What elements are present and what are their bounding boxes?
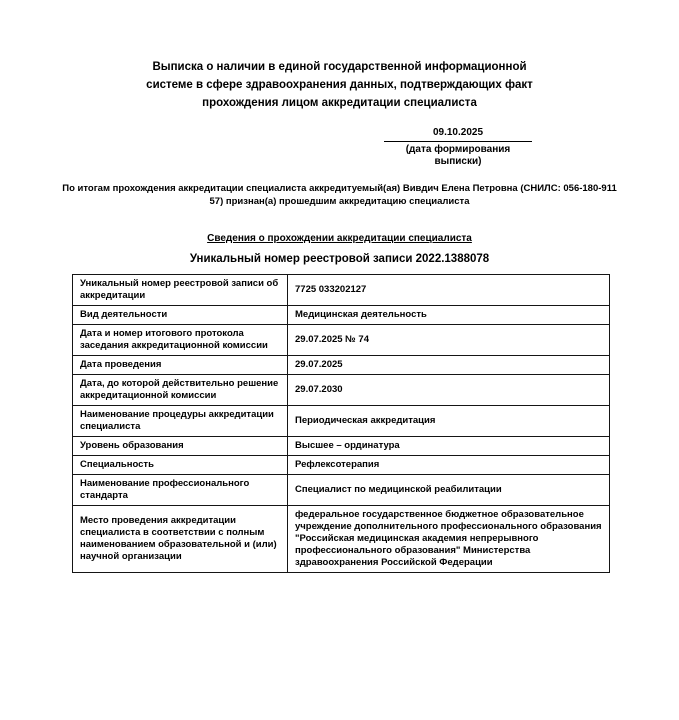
- formation-date-block: [384, 127, 532, 168]
- table-row: [73, 437, 610, 456]
- row-label: Дата проведения: [73, 356, 288, 375]
- table-row: [73, 306, 610, 325]
- document-title-line: системе в сфере здравоохранения данных, подтверждающих факт: [146, 79, 533, 91]
- row-label: Вид деятельности: [73, 306, 288, 325]
- row-value: Периодическая аккредитация: [288, 406, 610, 437]
- formation-date-caption: (дата формирования выписки): [384, 141, 532, 168]
- row-label: Дата, до которой действительно решение аккредитационной комиссии: [73, 375, 288, 406]
- row-value: 29.07.2030: [288, 375, 610, 406]
- table-row: [73, 275, 610, 306]
- document-title-line: Выписка о наличии в единой государственной информационной: [152, 61, 527, 73]
- row-value: Медицинская деятельность: [288, 306, 610, 325]
- row-value: Высшее – ординатура: [288, 437, 610, 456]
- table-row: [73, 375, 610, 406]
- document-title-line: прохождения лицом аккредитации специалиста: [202, 97, 477, 109]
- row-label: Специальность: [73, 456, 288, 475]
- row-value: 29.07.2025: [288, 356, 610, 375]
- row-label: Дата и номер итогового протокола заседания аккредитационной комиссии: [73, 325, 288, 356]
- accreditation-details-table: [72, 274, 610, 573]
- row-value: Специалист по медицинской реабилитации: [288, 475, 610, 506]
- row-label: Наименование процедуры аккредитации специалиста: [73, 406, 288, 437]
- row-label: Наименование профессионального стандарта: [73, 475, 288, 506]
- row-value: Рефлексотерапия: [288, 456, 610, 475]
- table-row: [73, 406, 610, 437]
- table-row: [73, 475, 610, 506]
- table-row: [73, 506, 610, 573]
- intro-paragraph: [0, 183, 679, 208]
- formation-date: 09.10.2025: [432, 127, 484, 138]
- row-label: Место проведения аккредитации специалиста в соответствии с полным наименованием образовательной и (или) научной организации: [73, 506, 288, 573]
- row-value: федеральное государственное бюджетное образовательное учреждение дополнительного профессионального образования "Российская медицинская академия непрерывного профессионального образования" Министерства здравоохранения Российской Федерации: [288, 506, 610, 573]
- table-row: [73, 356, 610, 375]
- document-title: [0, 0, 679, 112]
- row-value: 29.07.2025 № 74: [288, 325, 610, 356]
- intro-line: По итогам прохождения аккредитации специалиста аккредитуемый(ая) Вивдич Елена Петровна (СНИЛС: 056-180-911: [62, 183, 617, 194]
- row-value: 7725 033202127: [288, 275, 610, 306]
- row-label: Уникальный номер реестровой записи об аккредитации: [73, 275, 288, 306]
- intro-line: 57) признан(а) прошедшим аккредитацию специалиста: [209, 195, 470, 207]
- row-label: Уровень образования: [73, 437, 288, 456]
- table-row: [73, 325, 610, 356]
- section-heading: Сведения о прохождении аккредитации специалиста: [207, 233, 472, 244]
- table-row: [73, 456, 610, 475]
- registry-number-heading: Уникальный номер реестровой записи 2022.1388078: [189, 253, 490, 265]
